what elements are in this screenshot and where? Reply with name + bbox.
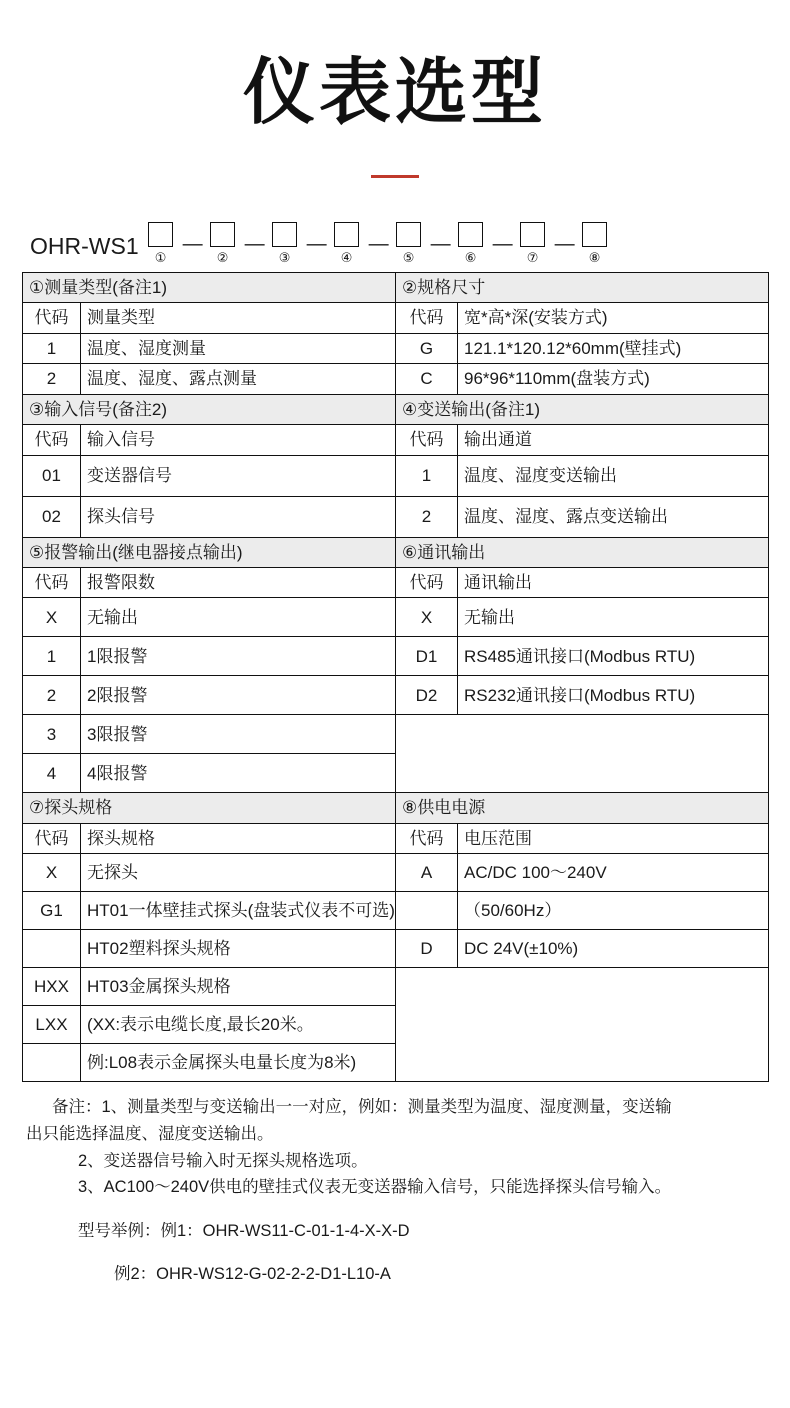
- section-7-name-col: 探头规格: [81, 823, 396, 853]
- table-row: [23, 455, 769, 496]
- section-5-row-4-code: 3: [23, 715, 81, 754]
- example-1: 例1：OHR-WS11-C-01-1-4-X-X-D: [160, 1221, 410, 1240]
- section-2-row-2-text: 96*96*110mm(盘装方式): [458, 364, 769, 394]
- table-row: [23, 567, 769, 597]
- section-4-row-1-text: 温度、湿度变送输出: [458, 455, 769, 496]
- slot-box-4[interactable]: [334, 222, 359, 247]
- page-title: 仪表选型: [242, 53, 547, 133]
- slot-box-7[interactable]: [520, 222, 545, 247]
- section-8-row-3-text: DC 24V(±10%): [458, 930, 769, 968]
- section-6-row-1-code: X: [396, 598, 458, 637]
- section-7-code-col: 代码: [23, 823, 81, 853]
- slot-separator-2: —: [244, 232, 265, 255]
- section-4-code-col: 代码: [396, 425, 458, 455]
- section-7-header: ⑦探头规格: [23, 793, 396, 823]
- section-8-row-1-text: AC/DC 100～240V: [458, 854, 769, 892]
- table-row: [23, 333, 769, 363]
- table-row: [23, 930, 769, 968]
- slot-number-8: ⑧: [588, 249, 601, 265]
- table-row: [23, 823, 769, 853]
- section-6-row-2-text: RS485通讯接口(Modbus RTU): [458, 637, 769, 676]
- model-slot-2[interactable]: [201, 222, 245, 266]
- section-2-name-col: 宽*高*深(安装方式): [458, 303, 769, 333]
- section-7-row-1-text: 无探头: [81, 854, 396, 892]
- model-slot-6[interactable]: [449, 222, 493, 266]
- note-line-1: 备注：1、测量类型与变送输出一一对应，例如：测量类型为温度、湿度测量，变送输: [52, 1098, 672, 1117]
- selection-guide-page: [0, 52, 790, 1408]
- slot-box-5[interactable]: [396, 222, 421, 247]
- section-3-code-col: 代码: [23, 425, 81, 455]
- section-5-code-col: 代码: [23, 567, 81, 597]
- section-6-filler: [396, 715, 769, 793]
- model-code-builder: [0, 222, 790, 266]
- section-5-row-2-code: 1: [23, 637, 81, 676]
- slot-separator-5: —: [430, 232, 451, 255]
- section-4-name-col: 输出通道: [458, 425, 769, 455]
- example-line-2: 例2：OHR-WS12-G-02-2-2-D1-L10-A: [114, 1264, 391, 1283]
- slot-number-1: ①: [154, 249, 167, 265]
- section-5-row-3-text: 2限报警: [81, 676, 396, 715]
- section-7-row-2-text: HT01一体壁挂式探头(盘装式仪表不可选): [81, 892, 396, 930]
- slot-number-6: ⑥: [464, 249, 477, 265]
- table-row: [23, 425, 769, 455]
- section-5-header: ⑤报警输出(继电器接点输出): [23, 537, 396, 567]
- section-5-row-1-text: 无输出: [81, 598, 396, 637]
- slot-number-3: ③: [278, 249, 291, 265]
- slot-separator-1: —: [182, 232, 203, 255]
- table-row: [23, 394, 769, 424]
- section-3-row-1-text: 变送器信号: [81, 455, 396, 496]
- slot-box-8[interactable]: [582, 222, 607, 247]
- section-8-name-col: 电压范围: [458, 823, 769, 853]
- section-7-row-5-code: LXX: [23, 1006, 81, 1044]
- section-3-row-2-code: 02: [23, 496, 81, 537]
- slot-number-2: ②: [216, 249, 229, 265]
- table-row: [23, 272, 769, 302]
- table-row: [23, 496, 769, 537]
- model-slots: [139, 222, 617, 266]
- section-1-row-1-text: 温度、湿度测量: [81, 333, 396, 363]
- section-5-row-5-code: 4: [23, 754, 81, 793]
- slot-separator-4: —: [368, 232, 389, 255]
- example-label: 型号举例：: [78, 1221, 161, 1240]
- section-7-row-4-text: HT03金属探头规格: [81, 968, 396, 1006]
- table-row: [23, 364, 769, 394]
- table-row: [23, 968, 769, 1006]
- section-5-row-3-code: 2: [23, 676, 81, 715]
- section-1-row-1-code: 1: [23, 333, 81, 363]
- section-8-header: ⑧供电电源: [396, 793, 769, 823]
- slot-separator-3: —: [306, 232, 327, 255]
- examples-block: [26, 1218, 764, 1287]
- section-6-row-3-code: D2: [396, 676, 458, 715]
- section-4-row-2-code: 2: [396, 496, 458, 537]
- section-5-row-5-text: 4限报警: [81, 754, 396, 793]
- section-4-row-1-code: 1: [396, 455, 458, 496]
- section-6-header: ⑥通讯输出: [396, 537, 769, 567]
- section-7-row-2-code: G1: [23, 892, 81, 930]
- section-7-row-6-text: 例:L08表示金属探头电量长度为8米): [81, 1044, 396, 1082]
- table-row: [23, 854, 769, 892]
- section-2-row-2-code: C: [396, 364, 458, 394]
- table-row: [23, 598, 769, 637]
- section-7-row-1-code: X: [23, 854, 81, 892]
- table-row: [23, 537, 769, 567]
- note-line-2: 2、变送器信号输入时无探头规格选项。: [78, 1151, 368, 1170]
- title-divider: [371, 175, 419, 178]
- section-8-filler: [396, 968, 769, 1082]
- section-3-row-2-text: 探头信号: [81, 496, 396, 537]
- model-slot-1[interactable]: [139, 222, 183, 266]
- section-4-row-2-text: 温度、湿度、露点变送输出: [458, 496, 769, 537]
- note-line-1b: 出只能选择温度、湿度变送输出。: [26, 1125, 274, 1144]
- section-7-row-3-text: HT02塑料探头规格: [81, 930, 396, 968]
- note-line-3: 3、AC100～240V供电的壁挂式仪表无变送器输入信号，只能选择探头信号输入。: [78, 1178, 672, 1197]
- section-8-code-col: 代码: [396, 823, 458, 853]
- model-slot-7[interactable]: [511, 222, 555, 266]
- section-3-header: ③输入信号(备注2): [23, 394, 396, 424]
- example-line-1: [26, 1218, 764, 1244]
- section-3-name-col: 输入信号: [81, 425, 396, 455]
- table-row: [23, 637, 769, 676]
- slot-number-4: ④: [340, 249, 353, 265]
- model-slot-5[interactable]: [387, 222, 431, 266]
- table-row: [23, 676, 769, 715]
- section-4-header: ④变送输出(备注1): [396, 394, 769, 424]
- section-6-row-3-text: RS232通讯接口(Modbus RTU): [458, 676, 769, 715]
- table-row: [23, 892, 769, 930]
- slot-box-3[interactable]: [272, 222, 297, 247]
- section-8-row-2-code: [396, 892, 458, 930]
- model-slot-4[interactable]: [325, 222, 369, 266]
- model-prefix: OHR-WS1: [30, 232, 139, 259]
- section-1-row-2-code: 2: [23, 364, 81, 394]
- slot-separator-6: —: [492, 232, 513, 255]
- section-8-row-1-code: A: [396, 854, 458, 892]
- section-1-name-col: 测量类型: [81, 303, 396, 333]
- section-5-row-4-text: 3限报警: [81, 715, 396, 754]
- section-5-row-1-code: X: [23, 598, 81, 637]
- section-1-code-col: 代码: [23, 303, 81, 333]
- slot-number-7: ⑦: [526, 249, 539, 265]
- section-2-row-1-code: G: [396, 333, 458, 363]
- section-6-code-col: 代码: [396, 567, 458, 597]
- section-8-row-3-code: D: [396, 930, 458, 968]
- section-6-name-col: 通讯输出: [458, 567, 769, 597]
- selection-table: [22, 272, 769, 1083]
- section-7-row-4-code: HXX: [23, 968, 81, 1006]
- table-row: [23, 715, 769, 754]
- section-6-row-1-text: 无输出: [458, 598, 769, 637]
- section-5-row-2-text: 1限报警: [81, 637, 396, 676]
- model-slot-8[interactable]: [573, 222, 617, 266]
- section-5-name-col: 报警限数: [81, 567, 396, 597]
- table-row: [23, 303, 769, 333]
- slot-box-1[interactable]: [148, 222, 173, 247]
- section-7-row-3-code: [23, 930, 81, 968]
- section-1-row-2-text: 温度、湿度、露点测量: [81, 364, 396, 394]
- notes-block: [26, 1094, 764, 1201]
- section-7-row-6-code: [23, 1044, 81, 1082]
- slot-box-6[interactable]: [458, 222, 483, 247]
- slot-separator-7: —: [554, 232, 575, 255]
- section-2-header: ②规格尺寸: [396, 272, 769, 302]
- section-1-header: ①测量类型(备注1): [23, 272, 396, 302]
- slot-box-2[interactable]: [210, 222, 235, 247]
- section-2-row-1-text: 121.1*120.12*60mm(壁挂式): [458, 333, 769, 363]
- section-2-code-col: 代码: [396, 303, 458, 333]
- section-8-row-2-text: （50/60Hz）: [458, 892, 769, 930]
- model-slot-3[interactable]: [263, 222, 307, 266]
- section-7-row-5-text: (XX:表示电缆长度,最长20米。: [81, 1006, 396, 1044]
- table-row: [23, 793, 769, 823]
- section-6-row-2-code: D1: [396, 637, 458, 676]
- slot-number-5: ⑤: [402, 249, 415, 265]
- section-3-row-1-code: 01: [23, 455, 81, 496]
